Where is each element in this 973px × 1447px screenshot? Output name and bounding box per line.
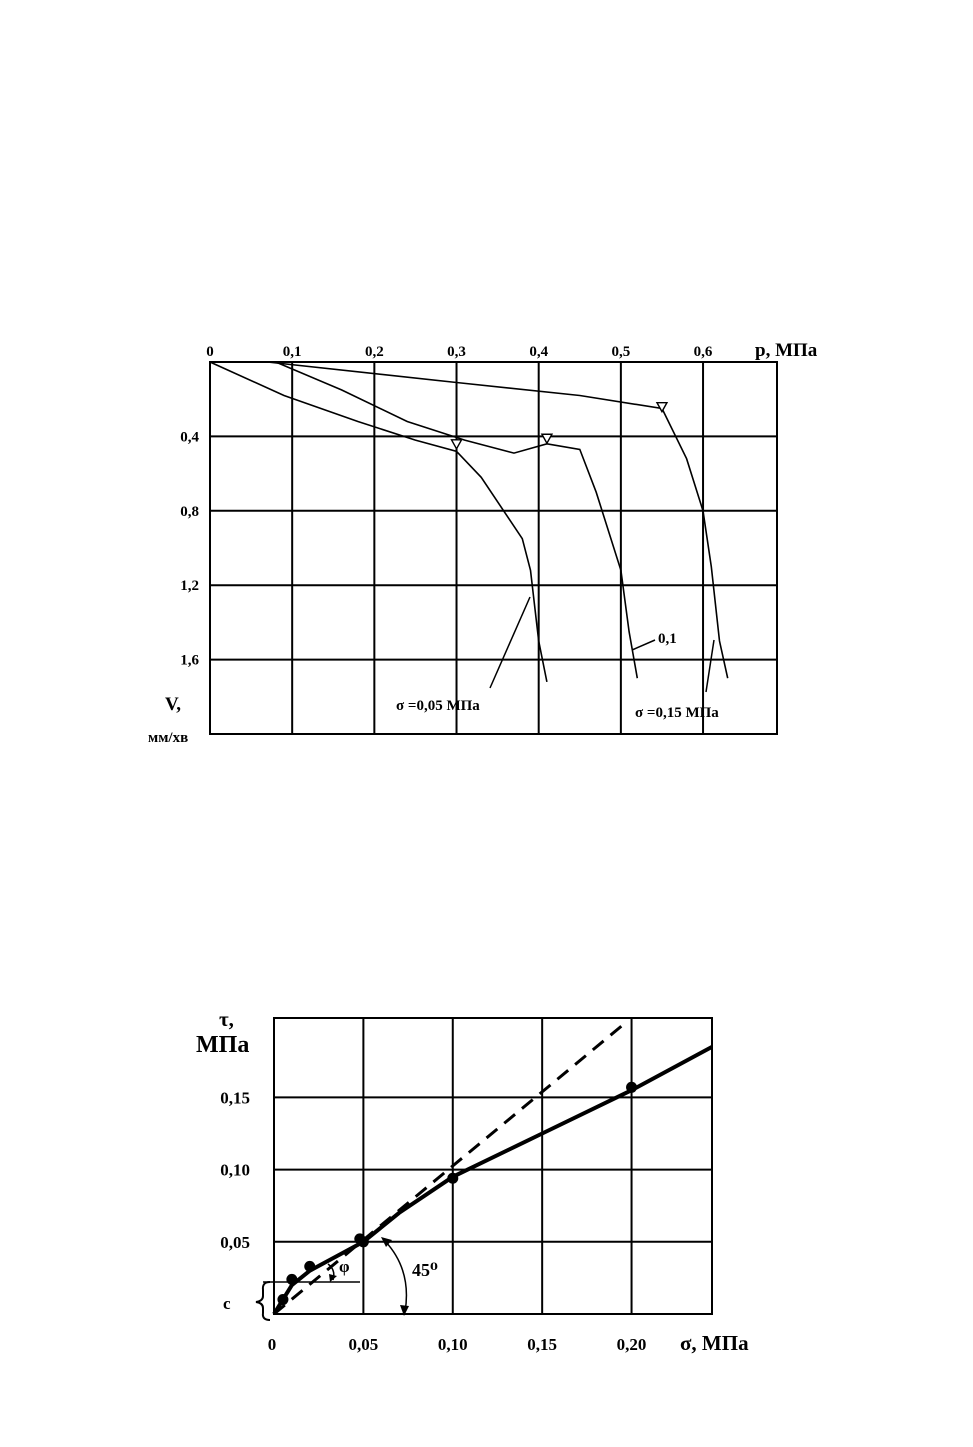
angle-45-arc [385, 1241, 406, 1312]
annotation-label-015: σ =0,15 МПа [635, 705, 719, 721]
shear-strength-chart [196, 1007, 749, 1355]
chart1-x-tick-label: 0,1 [282, 344, 302, 360]
chart2-y-tick-label: 0,15 [220, 1088, 250, 1108]
chart2-measured-point [277, 1294, 288, 1305]
chart1-failure-marker [452, 440, 462, 449]
chart1-series [210, 362, 728, 682]
chart1-x-axis-label: p, МПа [755, 340, 818, 361]
angle-45-label: 45⁰ [412, 1260, 438, 1280]
chart2-x-axis-label: σ, МПа [680, 1331, 749, 1355]
chart1-y-tick-label: 0,8 [180, 503, 199, 520]
chart1-x-tick-label: 0,4 [529, 344, 549, 360]
chart2-measured-point [447, 1173, 458, 1184]
annotation-label-01: 0,1 [658, 631, 677, 647]
chart2-measured-point [286, 1274, 297, 1285]
chart1-y-tick-label: 1,2 [180, 578, 199, 595]
chart1-y-axis-unit: мм/хв [148, 730, 189, 746]
chart1-x-tick-label: 0,3 [447, 344, 466, 360]
chart1-x-tick-label: 0,6 [693, 344, 713, 360]
chart2-x-tick-label: 0,10 [437, 1335, 468, 1354]
penetration-chart [148, 340, 818, 746]
chart1-series-line-1 [210, 362, 547, 682]
chart1-y-tick-label: 0,4 [180, 429, 199, 446]
chart2-y-tick-label: 0,10 [220, 1160, 250, 1180]
annotation-leader-005 [490, 597, 530, 688]
chart2-y-axis-unit: МПа [196, 1032, 250, 1058]
chart2-annotations [223, 1237, 438, 1320]
chart1-x-tick-label: 0,2 [364, 344, 384, 360]
angle-phi-label: φ [339, 1257, 350, 1276]
cohesion-brace [256, 1282, 270, 1320]
chart1-y-ticks [180, 429, 199, 668]
chart2-y-ticks [220, 1088, 250, 1251]
chart2-measured-point [626, 1082, 637, 1093]
chart2-x-tick-label: 0,15 [527, 1335, 558, 1354]
chart2-x-tick-label: 0,20 [616, 1335, 647, 1354]
chart2-x-tick-label: 0,05 [348, 1335, 379, 1354]
angle-phi-arrowhead [329, 1274, 337, 1282]
chart1-x-origin-label: 0 [206, 344, 214, 360]
chart1-x-tick-label: 0,5 [611, 344, 631, 360]
annotation-label-005: σ =0,05 МПа [396, 698, 480, 714]
annotation-leader-015 [706, 640, 714, 692]
chart2-x-origin-label: 0 [267, 1335, 277, 1354]
chart2-measured-point [304, 1261, 315, 1272]
chart1-y-axis-label: V, [165, 694, 182, 715]
chart2-x-ticks [349, 1335, 647, 1354]
chart2-y-axis-label: τ, [219, 1007, 234, 1031]
chart1-y-tick-label: 1,6 [180, 652, 199, 669]
chart2-y-tick-label: 0,05 [220, 1232, 250, 1252]
chart1-x-ticks [283, 344, 713, 360]
chart1-failure-marker [542, 434, 552, 443]
chart2-measured-point [358, 1236, 369, 1247]
annotation-leader-01 [632, 640, 655, 650]
cohesion-label: с [223, 1294, 231, 1313]
